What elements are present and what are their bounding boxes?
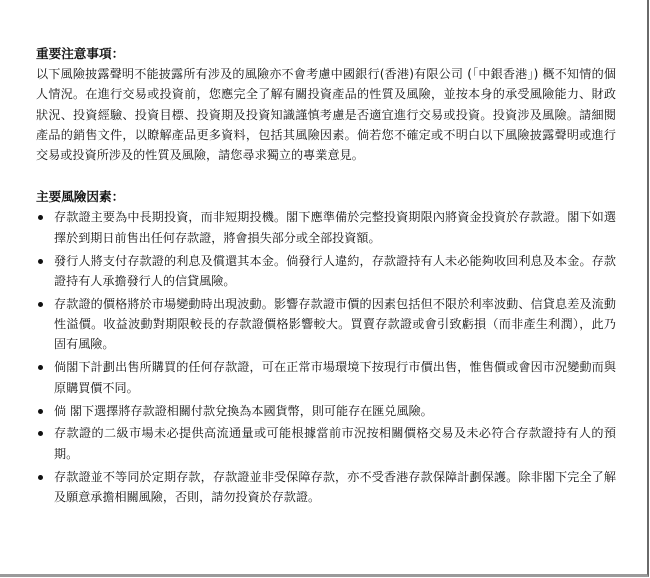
bullet-icon	[38, 431, 43, 436]
important-notice-body: 以下風險披露聲明不能披露所有涉及的風險亦不會考慮中國銀行(香港)有限公司 (「中銀香港」) 概不知情的個人情況。在進行交易或投資前，您應完全了解有關投資產品的性質及風險，並按本身的承受風險能力、財政狀況、投資經驗、投資目標、投資期及投資知識謹慎考慮是否適宜進行交易或投資。投資涉及風險。請細閱產品的銷售文件，以瞭解產品更多資料，包括其風險因素。倘若您不確定或不明白以下風險披露聲明或進行交易或投資所涉及的性質及風險，請您尋求獨立的專業意見。	[36, 67, 616, 163]
risk-item-text: 存款證的二級市場未必提供高流通量或可能根據當前市況按相關價格交易及未必符合存款證持有人的預期。	[54, 426, 616, 461]
bullet-icon	[38, 259, 43, 264]
risk-item	[36, 423, 616, 464]
risk-item-text: 存款證的價格將於市場變動時出現波動。影響存款證市價的因素包括但不限於利率波動、信貸息差及流動性溢價。收益波動對期限較長的存款證價格影響較大。買賣存款證或會引致虧損（而非產生利潤），此乃固有風險。	[54, 296, 616, 352]
risk-item-text: 倘閣下計劃出售所購買的任何存款證，可在正常市場環境下按現行市價出售，惟售價或會因市況變動而與原購買價不同。	[54, 360, 616, 395]
section-spacer	[36, 165, 616, 187]
risk-item-text: 存款證主要為中長期投資，而非短期投機。閣下應準備於完整投資期限內將資金投資於存款證。閣下如選擇於到期日前售出任何存款證，將會損失部分或全部投資額。	[54, 210, 616, 245]
risk-item	[36, 357, 616, 398]
risk-list	[36, 207, 616, 507]
risk-item-text: 倘 閣下選擇將存款證相關付款兌換為本國貨幣，則可能存在匯兑風險。	[54, 403, 433, 418]
bullet-icon	[38, 365, 43, 370]
risk-item-text: 存款證並不等同於定期存款，存款證並非受保障存款，亦不受香港存款保障計劃保護。除非閣下完全了解及願意承擔相關風險，否則，請勿投資於存款證。	[54, 469, 616, 504]
risk-item	[36, 401, 616, 421]
document-content	[36, 44, 616, 510]
risk-item	[36, 251, 616, 292]
important-notice-heading: 重要注意事項：	[36, 46, 125, 61]
risk-item	[36, 467, 616, 508]
risk-item	[36, 207, 616, 248]
key-risks-heading: 主要風險因素：	[36, 189, 125, 205]
bullet-icon	[38, 215, 43, 220]
risk-item-text: 發行人將支付存款證的利息及償還其本金。倘發行人違約，存款證持有人未必能夠收回利息及本金。存款證持有人承擔發行人的信貸風險。	[54, 253, 616, 288]
bullet-icon	[38, 302, 43, 307]
risk-item	[36, 294, 616, 355]
bullet-icon	[38, 475, 43, 480]
bullet-icon	[38, 409, 43, 414]
